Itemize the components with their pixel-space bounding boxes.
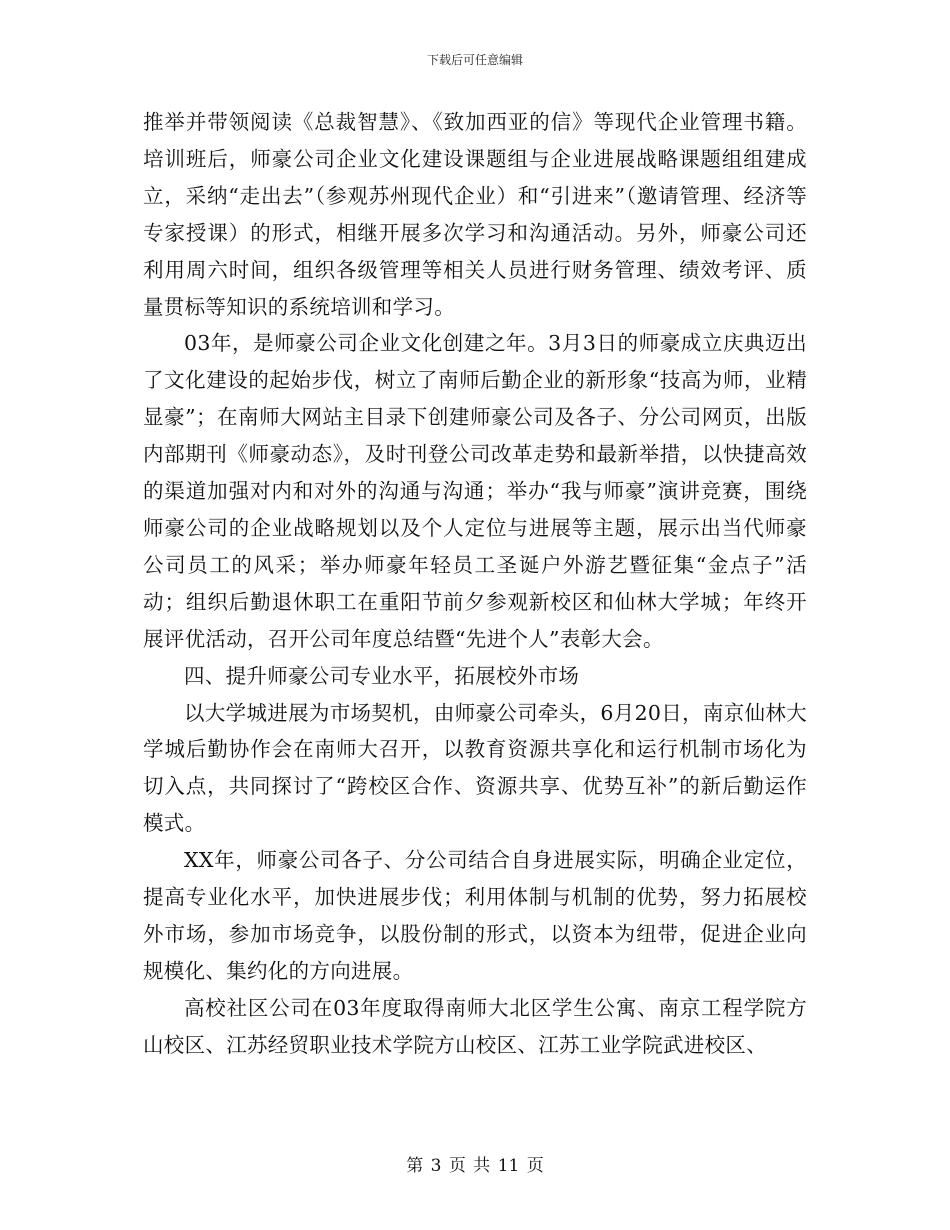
section-heading: 四、提升师豪公司专业水平，拓展校外市场	[184, 663, 580, 688]
page-number-footer: 第 3 页 共 11 页	[406, 1156, 544, 1176]
paragraph-university-city: 以大学城进展为市场契机，由师豪公司牵头，6月20日，南京仙林大学城后勤协作会在南师大召开，以教育资源共享化和运行机制市场化为切入点，共同探讨了“跨校区合作、资源共享、优势互补”的新后勤运作模式。	[143, 700, 807, 836]
paragraph-community-company: 高校社区公司在03年度取得南师大北区学生公寓、南京工程学院方山校区、江苏经贸职业技术学院方山校区、江苏工业学院武进校区、	[143, 995, 807, 1057]
paragraph-continued: 推举并带领阅读《总裁智慧》、《致加西亚的信》等现代企业管理书籍。培训班后，师豪公司企业文化建设课题组与企业进展战略课题组组建成立，采纳“走出去”（参观苏州现代企业）和“引进来”（邀请管理、经济等专家授课）的形式，相继开展多次学习和沟通活动。另外，师豪公司还利用周六时间，组织各级管理等相关人员进行财务管理、绩效考评、质量贯标等知识的系统培训和学习。	[143, 110, 807, 319]
paragraph-market-expansion: XX年，师豪公司各子、分公司结合自身进展实际，明确企业定位，提高专业化水平，加快进展步伐；利用体制与机制的优势，努力拓展校外市场，参加市场竞争，以股份制的形式，以资本为纽带，促进企业向规模化、集约化的方向进展。	[143, 848, 807, 983]
paragraph-culture-year: 03年，是师豪公司企业文化创建之年。3月3日的师豪成立庆典迈出了文化建设的起始步伐，树立了南师后勤企业的新形象“技高为师，业精显豪”；在南师大网站主目录下创建师豪公司及各子、分公司网页，出版内部期刊《师豪动态》，及时刊登公司改革走势和最新举措，以快捷高效的渠道加强对内和对外的沟通与沟通；举办“我与师豪”演讲竞赛，围绕师豪公司的企业战略规划以及个人定位与进展等主题，展示出当代师豪公司员工的风采；举办师豪年轻员工圣诞户外游艺暨征集“金点子”活动；组织后勤退休职工在重阳节前夕参观新校区和仙林大学城；年终开展评优活动，召开公司年度总结暨“先进个人”表彰大会。	[143, 331, 807, 651]
page-header: 下载后可任意编辑	[426, 53, 523, 67]
document-body	[143, 104, 807, 1064]
